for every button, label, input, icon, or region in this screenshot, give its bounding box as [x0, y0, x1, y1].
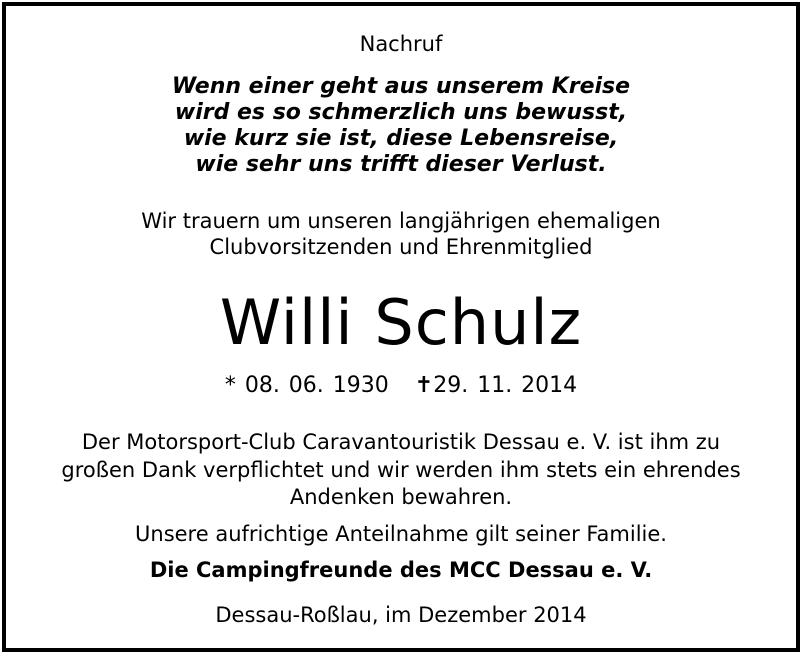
- thanks-line-1: Der Motorsport-Club Caravantouristik Dessau e. V. ist ihm zu: [81, 430, 721, 454]
- death-date: ✝29. 11. 2014: [414, 373, 578, 398]
- condolence-text: Unsere aufrichtige Anteilnahme gilt seiner Familie.: [135, 522, 667, 546]
- thanks-line-3: Andenken bewahren.: [289, 485, 513, 509]
- deceased-name: Willi Schulz: [219, 286, 583, 359]
- place-date: Dessau-Roßlau, im Dezember 2014: [215, 603, 587, 627]
- obituary-frame: [2, 2, 800, 652]
- verse-line-3: wie kurz sie ist, diese Lebensreise,: [183, 126, 619, 151]
- verse-line-4: wie sehr uns trifft dieser Verlust.: [195, 152, 607, 177]
- obituary-header: Nachruf: [359, 32, 443, 56]
- intro-line-1: Wir trauern um unseren langjährigen ehemaligen: [141, 209, 661, 233]
- verse-line-1: Wenn einer geht aus unserem Kreise: [171, 74, 631, 99]
- life-dates: [6, 373, 796, 398]
- thanks-line-2: großen Dank verpflichtet und wir werden ihm stets ein ehrendes: [61, 458, 741, 482]
- intro-line-2: Clubvorsitzenden und Ehrenmitglied: [209, 235, 593, 259]
- birth-date: * 08. 06. 1930: [224, 373, 389, 398]
- signature: Die Campingfreunde des MCC Dessau e. V.: [149, 558, 653, 582]
- verse-line-2: wird es so schmerzlich uns bewusst,: [174, 100, 628, 125]
